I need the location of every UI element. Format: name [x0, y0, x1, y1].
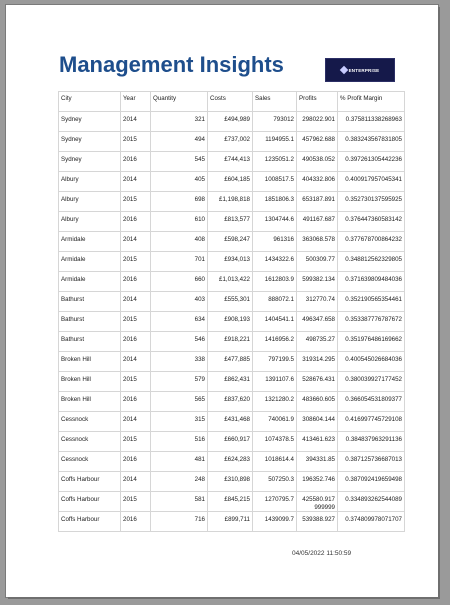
- table-cell: £813,577: [208, 212, 253, 232]
- table-cell: 1235051.2: [253, 152, 297, 172]
- table-cell: Sydney: [59, 132, 121, 152]
- table-row: [59, 292, 405, 312]
- table-cell: 0.353387776787672: [338, 312, 405, 332]
- table-cell: 2014: [121, 412, 151, 432]
- table-cell: 312770.74: [297, 292, 338, 312]
- table-cell: 483660.605: [297, 392, 338, 412]
- table-cell: 1612803.9: [253, 272, 297, 292]
- table-cell: 653187.891: [297, 192, 338, 212]
- table-row: [59, 192, 405, 212]
- table-cell: £862,431: [208, 372, 253, 392]
- report-page: [6, 5, 438, 597]
- table-cell: 298022.901: [297, 112, 338, 132]
- table-cell: 2015: [121, 252, 151, 272]
- table-cell: 2016: [121, 452, 151, 472]
- table-row: [59, 212, 405, 232]
- table-cell: Albury: [59, 192, 121, 212]
- table-cell: 496347.658: [297, 312, 338, 332]
- table-cell: 888072.1: [253, 292, 297, 312]
- table-cell: 1391107.6: [253, 372, 297, 392]
- table-cell: 319314.295: [297, 352, 338, 372]
- table-row: [59, 332, 405, 352]
- table-cell: 528676.431: [297, 372, 338, 392]
- table-cell: 546: [151, 332, 208, 352]
- table-cell: Sydney: [59, 152, 121, 172]
- table-row: [59, 152, 405, 172]
- table-cell: 2015: [121, 192, 151, 212]
- company-logo: [325, 58, 395, 82]
- table-cell: 716: [151, 512, 208, 532]
- table-cell: 793012: [253, 112, 297, 132]
- table-cell: 1008517.5: [253, 172, 297, 192]
- table-cell: 698: [151, 192, 208, 212]
- table-cell: £918,221: [208, 332, 253, 352]
- table-cell: 1434322.6: [253, 252, 297, 272]
- table-cell: 457962.688: [297, 132, 338, 152]
- table-cell: 2016: [121, 392, 151, 412]
- table-row: [59, 312, 405, 332]
- table-cell: £310,898: [208, 472, 253, 492]
- table-cell: Coffs Harbour: [59, 512, 121, 532]
- table-cell: 1018614.4: [253, 452, 297, 472]
- table-row: [59, 132, 405, 152]
- table-cell: £555,301: [208, 292, 253, 312]
- table-cell: 1194955.1: [253, 132, 297, 152]
- table-cell: 338: [151, 352, 208, 372]
- table-cell: 0.400917957045341: [338, 172, 405, 192]
- table-cell: 0.387092419659498: [338, 472, 405, 492]
- table-cell: £604,185: [208, 172, 253, 192]
- table-cell: 0.416997745729108: [338, 412, 405, 432]
- table-cell: 2015: [121, 312, 151, 332]
- table-row: [59, 272, 405, 292]
- table-cell: 494: [151, 132, 208, 152]
- table-cell: 2014: [121, 232, 151, 252]
- table-cell: 2015: [121, 432, 151, 452]
- table-cell: 797199.5: [253, 352, 297, 372]
- table-cell: 1304744.6: [253, 212, 297, 232]
- table-cell: 0.387125736687013: [338, 452, 405, 472]
- table-cell: 0.380039927177452: [338, 372, 405, 392]
- table-cell: 545: [151, 152, 208, 172]
- table-cell: Coffs Harbour: [59, 472, 121, 492]
- table-cell: 425580.917999999: [297, 492, 338, 512]
- table-row: [59, 352, 405, 372]
- table-cell: Bathurst: [59, 292, 121, 312]
- table-cell: 0.352730137595925: [338, 192, 405, 212]
- table-cell: 481: [151, 452, 208, 472]
- table-cell: Sydney: [59, 112, 121, 132]
- table-cell: 2015: [121, 132, 151, 152]
- table-cell: 2016: [121, 332, 151, 352]
- table-cell: £1,198,818: [208, 192, 253, 212]
- table-cell: Coffs Harbour: [59, 492, 121, 512]
- table-cell: Broken Hill: [59, 372, 121, 392]
- table-row: [59, 452, 405, 472]
- table-cell: £494,989: [208, 112, 253, 132]
- table-row: [59, 172, 405, 192]
- table-cell: £908,193: [208, 312, 253, 332]
- table-cell: 0.384837963291136: [338, 432, 405, 452]
- column-header: City: [59, 92, 121, 112]
- table-cell: Broken Hill: [59, 352, 121, 372]
- table-cell: 2014: [121, 472, 151, 492]
- table-cell: 490538.052: [297, 152, 338, 172]
- table-cell: 0.376447360583142: [338, 212, 405, 232]
- table-cell: 321: [151, 112, 208, 132]
- table-cell: 0.375811338268963: [338, 112, 405, 132]
- table-cell: 2016: [121, 152, 151, 172]
- table-cell: 0.352190565354461: [338, 292, 405, 312]
- table-cell: 701: [151, 252, 208, 272]
- table-cell: 1270795.7: [253, 492, 297, 512]
- column-header: Year: [121, 92, 151, 112]
- table-cell: 0.397261305442236: [338, 152, 405, 172]
- table-cell: 500309.77: [297, 252, 338, 272]
- table-cell: 539388.927: [297, 512, 338, 532]
- table-cell: 634: [151, 312, 208, 332]
- table-cell: £837,620: [208, 392, 253, 412]
- table-cell: 0.377678700864232: [338, 232, 405, 252]
- table-cell: 2014: [121, 172, 151, 192]
- table-cell: 196352.746: [297, 472, 338, 492]
- table-cell: Albury: [59, 212, 121, 232]
- table-header-row: [59, 92, 405, 112]
- table-cell: 491167.687: [297, 212, 338, 232]
- table-row: [59, 112, 405, 132]
- table-cell: 0.400545026684036: [338, 352, 405, 372]
- table-cell: £899,711: [208, 512, 253, 532]
- table-cell: 404332.806: [297, 172, 338, 192]
- table-cell: 1439099.7: [253, 512, 297, 532]
- table-cell: Cessnock: [59, 412, 121, 432]
- table-cell: 2015: [121, 372, 151, 392]
- table-cell: Cessnock: [59, 432, 121, 452]
- table-cell: 740061.9: [253, 412, 297, 432]
- table-cell: 403: [151, 292, 208, 312]
- table-row: [59, 512, 405, 532]
- table-cell: £744,413: [208, 152, 253, 172]
- table-cell: £477,885: [208, 352, 253, 372]
- table-cell: 565: [151, 392, 208, 412]
- table-cell: Bathurst: [59, 332, 121, 352]
- table-cell: 498735.27: [297, 332, 338, 352]
- logo-mark-icon: [339, 66, 347, 74]
- table-cell: 610: [151, 212, 208, 232]
- table-row: [59, 492, 405, 512]
- insights-table: [58, 91, 405, 532]
- table-cell: 394331.85: [297, 452, 338, 472]
- report-title: Management Insights: [59, 52, 284, 77]
- table-cell: Broken Hill: [59, 392, 121, 412]
- table-cell: 1074378.5: [253, 432, 297, 452]
- logo-text: ENTERPRISE: [348, 67, 380, 73]
- table-cell: 516: [151, 432, 208, 452]
- table-cell: 405: [151, 172, 208, 192]
- table-cell: 408: [151, 232, 208, 252]
- table-cell: £624,283: [208, 452, 253, 472]
- table-cell: Cessnock: [59, 452, 121, 472]
- table-cell: 581: [151, 492, 208, 512]
- table-cell: 315: [151, 412, 208, 432]
- table-cell: 507250.3: [253, 472, 297, 492]
- table-row: [59, 372, 405, 392]
- report-timestamp: 04/05/2022 11:50:59: [292, 550, 352, 557]
- table-cell: 2014: [121, 292, 151, 312]
- table-cell: 961316: [253, 232, 297, 252]
- table-cell: 599382.134: [297, 272, 338, 292]
- table-row: [59, 392, 405, 412]
- table-cell: 2016: [121, 272, 151, 292]
- table-cell: 579: [151, 372, 208, 392]
- table-cell: 2015: [121, 492, 151, 512]
- table-cell: £598,247: [208, 232, 253, 252]
- table-cell: 2016: [121, 512, 151, 532]
- table-cell: 0.351976486169662: [338, 332, 405, 352]
- table-cell: 0.374809978071707: [338, 512, 405, 532]
- column-header: % Profit Margin: [338, 92, 405, 112]
- column-header: Quantity: [151, 92, 208, 112]
- table-cell: £1,013,422: [208, 272, 253, 292]
- table-row: [59, 232, 405, 252]
- table-cell: 0.366054531809377: [338, 392, 405, 412]
- table-cell: 1416956.2: [253, 332, 297, 352]
- table-cell: 308604.144: [297, 412, 338, 432]
- table-row: [59, 252, 405, 272]
- table-cell: 0.383243567831805: [338, 132, 405, 152]
- table-cell: 363068.578: [297, 232, 338, 252]
- column-header: Profits: [297, 92, 338, 112]
- table-cell: 2014: [121, 112, 151, 132]
- table-cell: 1321280.2: [253, 392, 297, 412]
- column-header: Costs: [208, 92, 253, 112]
- table-cell: Armidale: [59, 232, 121, 252]
- table-cell: Armidale: [59, 252, 121, 272]
- table-cell: Albury: [59, 172, 121, 192]
- table-cell: Bathurst: [59, 312, 121, 332]
- table-row: [59, 472, 405, 492]
- table-cell: 2016: [121, 212, 151, 232]
- table-cell: 248: [151, 472, 208, 492]
- table-cell: £431,468: [208, 412, 253, 432]
- table-cell: 0.371639809484036: [338, 272, 405, 292]
- table-row: [59, 432, 405, 452]
- table-cell: £934,013: [208, 252, 253, 272]
- table-cell: 1851806.3: [253, 192, 297, 212]
- table-cell: £660,917: [208, 432, 253, 452]
- table-cell: 1404541.1: [253, 312, 297, 332]
- table-cell: £845,215: [208, 492, 253, 512]
- table-cell: 660: [151, 272, 208, 292]
- column-header: Sales: [253, 92, 297, 112]
- table-cell: 2014: [121, 352, 151, 372]
- table-cell: 413461.623: [297, 432, 338, 452]
- table-cell: Armidale: [59, 272, 121, 292]
- table-cell: £737,002: [208, 132, 253, 152]
- table-row: [59, 412, 405, 432]
- table-cell: 0.334893262544089: [338, 492, 405, 512]
- table-cell: 0.348812562329805: [338, 252, 405, 272]
- table-body: [59, 112, 405, 532]
